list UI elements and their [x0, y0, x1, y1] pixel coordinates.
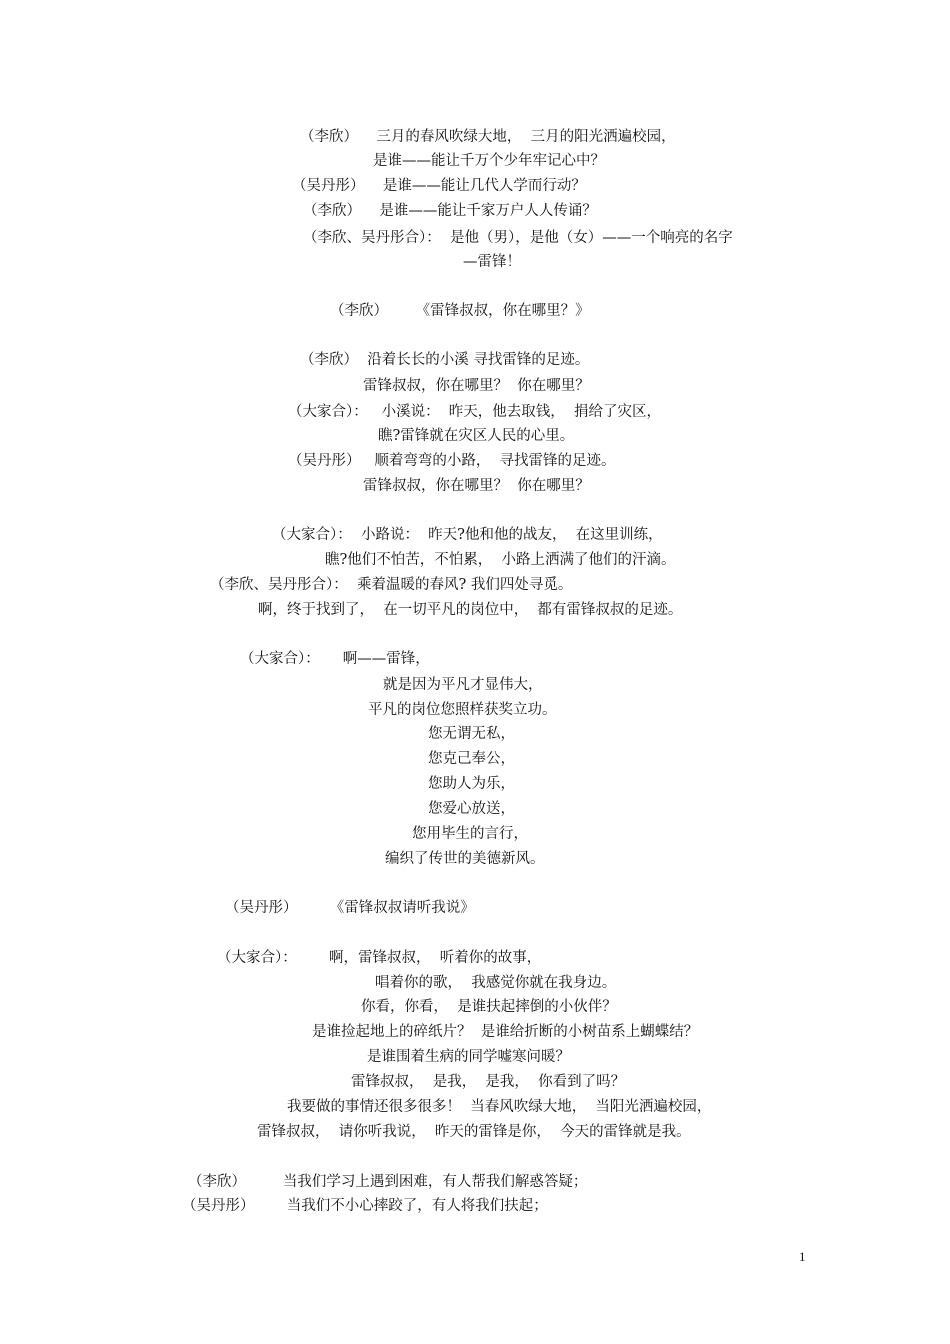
text-line: （大家合）： 啊，雷锋叔叔， 听着你的故事， [217, 950, 542, 966]
text-line: （大家合）： 小溪说： 昨天，他去取钱， 捐给了灾区， [288, 404, 662, 420]
text-line: （李欣、吴丹彤合）： 是他（男），是他（女）——一个响亮的名字 [303, 230, 733, 246]
text-line: （李欣） 三月的春风吹绿大地， 三月的阳光洒遍校园， [300, 129, 676, 145]
text-line: （李欣） 当我们学习上遇到困难，有人帮我们解惑答疑； [188, 1174, 588, 1190]
text-line: —雷锋！ [463, 254, 521, 270]
text-line: 您爱心放送， [428, 801, 515, 817]
text-line: （吴丹彤） 是谁——能让几代人学而行动？ [292, 178, 586, 194]
text-line: （大家合）： 小路说： 昨天?他和他的战友， 在这里训练， [272, 527, 663, 543]
page-number: 1 [799, 1249, 806, 1264]
text-line: 雷锋叔叔， 请你听我说， 昨天的雷锋是你， 今天的雷锋就是我。 [257, 1124, 691, 1140]
text-line: 你看，你看， 是谁扶起摔倒的小伙伴？ [361, 999, 617, 1015]
text-line: 是谁——能让千万个少年牢记心中？ [373, 153, 605, 169]
text-line: 您用毕生的言行， [412, 826, 528, 842]
text-line: 雷锋叔叔，你在哪里？ 你在哪里？ [363, 378, 590, 394]
text-line: 瞧?他们不怕苦，不怕累， 小路上洒满了他们的汗滴。 [325, 552, 676, 568]
text-line: （李欣） 沿着长长的小溪 寻找雷锋的足迹。 [300, 352, 590, 368]
text-line: 雷锋叔叔，你在哪里？ 你在哪里？ [363, 478, 590, 494]
text-line: 是谁围着生病的同学嘘寒问暖？ [367, 1049, 570, 1065]
text-line: 唱着你的歌， 我感觉你就在我身边。 [375, 975, 617, 991]
section-title: （李欣） 《雷锋叔叔，你在哪里？》 [330, 303, 590, 319]
text-line: 平凡的岗位您照样获奖立功。 [368, 702, 557, 718]
text-line: （吴丹彤） 当我们不小心摔跤了，有人将我们扶起； [182, 1198, 548, 1214]
text-line: 是谁捡起地上的碎纸片？ 是谁给折断的小树苗系上蝴蝶结？ [312, 1024, 699, 1040]
section-title: （吴丹彤） 《雷锋叔叔请听我说》 [225, 900, 475, 916]
text-line: 我要做的事情还很多很多！ 当春风吹绿大地， 当阳光洒遍校园， [287, 1099, 712, 1115]
text-line: （吴丹彤） 顺着弯弯的小路， 寻找雷锋的足迹。 [288, 453, 616, 469]
text-line: 就是因为平凡才显伟大， [383, 677, 543, 693]
text-line: 瞧?雷锋就在灾区人民的心里。 [378, 428, 575, 444]
text-line: （李欣、吴丹彤合）： 乘着温暖的春风? 我们四处寻觅。 [210, 577, 573, 593]
text-line: 您无谓无私， [428, 726, 515, 742]
text-line: 您助人为乐， [428, 776, 515, 792]
text-line: 您克己奉公， [428, 751, 515, 767]
text-line: （大家合）： 啊——雷锋， [240, 651, 430, 667]
text-line: 雷锋叔叔， 是我， 是我， 你看到了吗？ [351, 1074, 626, 1090]
text-line: 啊，终于找到了， 在一切平凡的岗位中， 都有雷锋叔叔的足迹。 [258, 602, 683, 618]
text-line: （李欣） 是谁——能让千家万户人人传诵？ [303, 203, 597, 219]
text-line: 编织了传世的美德新风。 [385, 851, 545, 867]
